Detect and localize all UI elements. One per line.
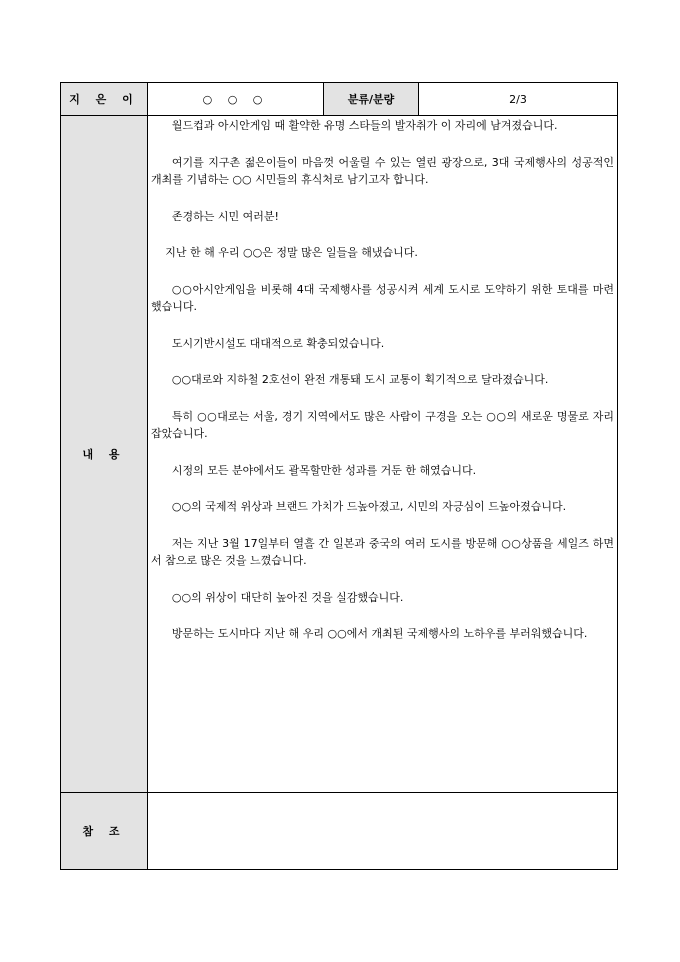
content-label: 내 용 bbox=[61, 116, 148, 793]
paragraph: ○○의 국제적 위상과 브랜드 가치가 드높아졌고, 시민의 자긍심이 드높아졌습니다. bbox=[171, 500, 567, 513]
reference-value bbox=[148, 793, 618, 870]
reference-row bbox=[61, 793, 618, 870]
paragraph: 특히 ○○대로는 서울, 경기 지역에서도 많은 사람이 구경을 오는 ○○의 새로운 명물로 자리잡았습니다. bbox=[151, 409, 614, 440]
paragraph: ○○대로와 지하철 2호선이 완전 개통돼 도시 교통이 획기적으로 달라졌습니다. bbox=[171, 373, 549, 386]
content-cell bbox=[148, 116, 618, 793]
speech-text bbox=[148, 116, 617, 643]
author-value: ○ ○ ○ bbox=[148, 83, 324, 116]
document-table bbox=[60, 82, 618, 870]
category-label: 분류/분량 bbox=[324, 83, 419, 116]
paragraph: 도시기반시설도 대대적으로 확충되었습니다. bbox=[171, 336, 385, 350]
paragraph: 지난 한 해 우리 ○○은 정말 많은 일들을 해냈습니다. bbox=[165, 246, 418, 259]
paragraph: 방문하는 도시마다 지난 해 우리 ○○에서 개최된 국제행사의 노하우를 부러워했습니다. bbox=[171, 627, 588, 640]
paragraph: 월드컵과 아시안게임 때 활약한 유명 스타들의 발자취가 이 자리에 남겨졌습니다. bbox=[171, 119, 558, 132]
header-row bbox=[61, 83, 618, 116]
paragraph: ○○아시안게임을 비롯해 4대 국제행사를 성공시켜 세계 도시로 도약하기 위한 토대를 마련했습니다. bbox=[151, 282, 614, 313]
paragraph: 시정의 모든 분야에서도 괄목할만한 성과를 거둔 한 해였습니다. bbox=[171, 463, 477, 477]
reference-label: 참 조 bbox=[61, 793, 148, 870]
content-row bbox=[61, 116, 618, 793]
category-value: 2/3 bbox=[419, 83, 618, 116]
paragraph: 존경하는 시민 여러분! bbox=[171, 209, 279, 223]
author-label: 지 은 이 bbox=[61, 83, 148, 116]
paragraph: 저는 지난 3월 17일부터 열흘 간 일본과 중국의 여러 도시를 방문해 ○○상품을 세일즈 하면서 참으로 많은 것을 느꼈습니다. bbox=[151, 536, 614, 567]
paragraph: ○○의 위상이 대단히 높아진 것을 실감했습니다. bbox=[171, 590, 404, 604]
paragraph: 여기를 지구촌 젊은이들이 마음껏 어울릴 수 있는 열린 광장으로, 3대 국제행사의 성공적인 개최를 기념하는 ○○ 시민들의 휴식처로 남기고자 합니다. bbox=[151, 155, 614, 186]
